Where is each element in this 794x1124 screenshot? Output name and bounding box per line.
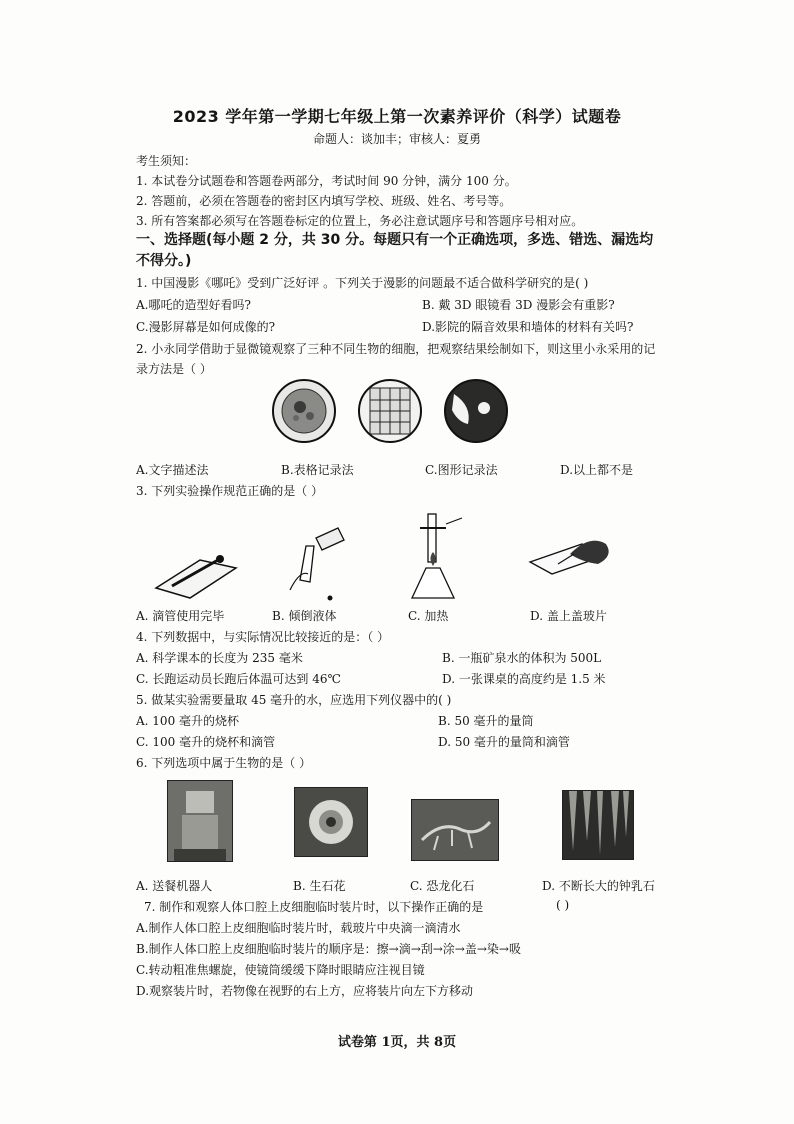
option-c: C.转动粗准焦螺旋，使镜筒缓缓下降时眼睛应注视目镜 (136, 963, 425, 977)
option-c: C. 100 毫升的烧杯和滴管 (136, 735, 276, 749)
question-stem-cont: 录方法是（ ） (136, 362, 212, 376)
exam-authors: 命题人：谈加丰；审核人：夏勇 (312, 132, 481, 146)
option-b: B.制作人体口腔上皮细胞临时装片的顺序是：擦→滴→刮→涂→盖→染→吸 (136, 942, 521, 956)
option-d: D.影院的隔音效果和墙体的材料有关吗? (422, 320, 634, 334)
cell-drawing-3 (445, 380, 507, 442)
option-b: B. 戴 3D 眼镜看 3D 漫影会有重影? (422, 298, 615, 312)
option-c: C. 加热 (408, 609, 449, 623)
dinosaur-fossil-photo (411, 799, 499, 861)
question-stem: 7. 制作和观察人体口腔上皮细胞临时装片时，以下操作正确的是 (144, 900, 484, 914)
notice-heading: 考生须知： (136, 154, 197, 168)
question-stem: 2. 小永同学借助于显微镜观察了三种不同生物的细胞，把观察结果绘制如下，则这里小永采用的记 (136, 342, 656, 356)
question-stem: 5. 做某实验需要量取 45 毫升的水，应选用下列仪器中的( ) (136, 693, 452, 707)
page-footer: 试卷第 1页，共 8页 (337, 1035, 457, 1050)
option-a: A. 100 毫升的烧杯 (136, 714, 240, 728)
stalactite-photo (562, 790, 634, 860)
option-b: B. 一瓶矿泉水的体积为 500L (442, 651, 602, 665)
lab-operations-figure (150, 510, 620, 610)
notice-item: 2. 答题前，必须在答题卷的密封区内填写学校、班级、姓名、考号等。 (136, 194, 512, 208)
robot-photo (167, 780, 233, 862)
option-c: C. 恐龙化石 (410, 879, 475, 893)
question-stem: 3. 下列实验操作规范正确的是（ ） (136, 484, 324, 498)
option-b: B.表格记录法 (281, 463, 354, 477)
option-a: A.文字描述法 (136, 463, 209, 477)
question-stem: 6. 下列选项中属于生物的是（ ） (136, 756, 312, 770)
lithops-photo (294, 787, 368, 857)
option-d: D. 不断长大的钟乳石 (542, 879, 655, 893)
notice-item: 1. 本试卷分试题卷和答题卷两部分，考试时间 90 分钟，满分 100 分。 (136, 174, 517, 188)
exam-title: 2023 学年第一学期七年级上第一次素养评价（科学）试题卷 (172, 107, 622, 126)
option-a: A.制作人体口腔上皮细胞临时装片时，载玻片中央滴一滴清水 (136, 921, 461, 935)
question-answer-bracket: ( ) (556, 898, 570, 912)
question-stem: 4. 下列数据中，与实际情况比较接近的是：（ ） (136, 630, 390, 644)
option-d: D. 50 毫升的量筒和滴管 (438, 735, 570, 749)
option-a: A. 滴管使用完毕 (136, 609, 225, 623)
option-c: C.图形记录法 (425, 463, 498, 477)
option-d: D.以上都不是 (560, 463, 634, 477)
option-a: A.哪吒的造型好看吗? (136, 298, 251, 312)
cover-slip-drawing (530, 541, 609, 574)
question-stem: 1. 中国漫影《哪吒》受到广泛好评 。下列关于漫影的问题最不适合做科学研究的是( ) (136, 276, 589, 290)
notice-item: 3. 所有答案都必须写在答题卷标定的位置上，务必注意试题序号和答题序号相对应。 (136, 214, 584, 228)
option-b: B. 倾倒液体 (272, 609, 337, 623)
cell-drawings-figure (272, 376, 508, 446)
option-b: B. 生石花 (293, 879, 346, 893)
option-a: A. 送餐机器人 (136, 879, 213, 893)
option-d: D. 一张课桌的高度约是 1.5 米 (442, 672, 606, 686)
cell-drawing-1 (273, 380, 335, 442)
heating-test-tube-drawing (412, 514, 462, 598)
option-c: C. 长跑运动员长跑后体温可达到 46℃ (136, 672, 341, 686)
option-c: C.漫影屏幕是如何成像的? (136, 320, 276, 334)
option-d: D. 盖上盖玻片 (530, 609, 607, 623)
pouring-liquid-drawing (290, 528, 344, 601)
option-b: B. 50 毫升的量筒 (438, 714, 534, 728)
cell-drawing-2 (359, 380, 421, 442)
section-heading: 一、选择题(每小题 2 分，共 30 分。每题只有一个正确选项，多选、错选、漏选均不得分。) (136, 232, 654, 269)
option-a: A. 科学课本的长度为 235 毫米 (136, 651, 303, 665)
option-d: D.观察装片时，若物像在视野的右上方，应将装片向左下方移动 (136, 984, 474, 998)
dropper-on-table-drawing (156, 555, 236, 598)
